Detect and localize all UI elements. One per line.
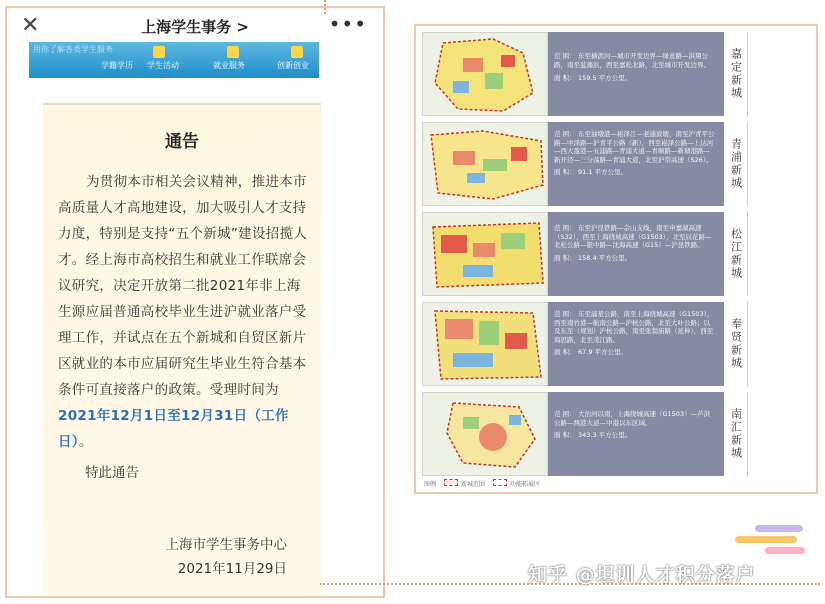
district-row-songjiang [422,212,812,296]
district-info-songjiang: 范 围： 东至沪昆铁路—佘山支线，南至申嘉湖高速（S32），西至上海绕城高速（G1503），北至辰花路—北松公路—银中路—沈海高速（G15）—沪昆铁路。 面 积： 158.4 平方公里。 [548,212,722,296]
notice-body [58,169,308,455]
notice-card [43,103,321,595]
legend-label: 图例 [424,481,437,488]
district-range: 东至浦星公路，南至上海绕城高速（G1503），西至南竹港—航南公路—沪杭公路，北至大叶公路；以及东至（规划）沪杭公路，南至张翁庙路（延伸），西至海思路，北至茂江路。 [554,310,714,344]
notice-title: 通告 [165,132,199,152]
district-info-fengxian: 范 围： 东至浦星公路，南至上海绕城高速（G1503），西至南竹港—航南公路—沪杭公路，北至大叶公路；以及东至（规划）沪杭公路，南至张翁庙路（延伸），西至海思路，北至茂江路。 面 积： 67.9 平方公里。 [548,302,722,386]
wechat-nav-bar [7,8,383,44]
decorative-color-bars [735,525,805,565]
district-area: 343.3 平方公里。 [578,431,632,439]
more-icon[interactable]: ••• [328,12,367,36]
banner-item-employment[interactable]: 就业服务 [213,61,245,70]
map-legend [424,479,540,488]
map-thumbnail-qingpu [422,122,548,206]
banner-item-academic[interactable]: 学籍学历 [101,61,133,70]
legend-item-new-town: 新城范围 [444,479,485,488]
notice-time-highlight: 2021年12月1日至12月31日（工作日） [58,408,289,450]
map-thumbnail-fengxian [422,302,548,386]
notice-body-text: 为贯彻本市相关会议精神，推进本市高质量人才高地建设，加大吸引人才支持力度，特别是支持“五个新城”建设招揽人才。经上海市高校招生和就业工作联席会议研究，决定开放第二批2021年非上海生源应届普通高校毕业生进沪就业落户受理工作，并试点在五个新城和自贸区新片区就业的本市应届研究生毕业生符合基本条件可直接落户的政策。受理时间为 [58,174,308,398]
account-title[interactable]: 上海学生事务 > [141,18,249,36]
district-range: 东至油墩港—崧泽江—老通波塘，南至沪青平公路—中泽路—沪青平公路（新），西至崧泽公路—上达河—西大盈港—五浦路—青浦大道—青顺路—新塘港路—新开泾—三分荡路—青浦大道，北至沪常高速（S26）。 [554,130,715,164]
district-info-nanhui: 范 围： 大治河以南，上海绕城高速（G1503）—芦洪公路—两港大道—中港以东区域。 面 积： 343.3 平方公里。 [548,392,722,476]
notice-closing: 特此通告 [85,465,139,481]
map-thumbnail-jiading [422,32,548,116]
district-info-qingpu: 范 围： 东至油墩港—崧泽江—老通波塘，南至沪青平公路—中泽路—沪青平公路（新），西至崧泽公路—上达河—西大盈港—五浦路—青浦大道—青顺路—新塘港路—新开泾—三分荡路—青浦大道，北至沪常高速（S26）。 面 积： 91.1 平方公里。 [548,122,722,206]
district-area: 67.9 平方公里。 [578,348,628,356]
zhihu-watermark: 知乎 @坦训人才积分落户 [528,564,756,586]
banner-item-activity[interactable]: 学生活动 [147,61,179,70]
district-range: 东至沪昆铁路—佘山支线，南至申嘉湖高速（S32），西至上海绕城高速（G1503），北至辰花路—北松公路—银中路—沈海高速（G15）—沪昆铁路。 [554,224,712,249]
district-area: 91.1 平方公里。 [578,168,628,176]
district-area: 158.4 平方公里。 [578,253,632,262]
map-thumbnail-songjiang [422,212,548,296]
employment-icon [227,46,239,58]
notice-sign-org: 上海市学生事务中心 [165,537,287,553]
notice-sign-date: 2021年11月29日 [177,561,287,577]
service-banner [29,42,319,78]
banner-item-innovation[interactable]: 创新创业 [277,61,309,70]
district-range: 大治河以南，上海绕城高速（G1503）—芦洪公路—两港大道—中港以东区域。 [554,410,711,427]
legend-item-extension: 功能拓展区 [493,479,540,488]
district-range: 东至横沥河—城市开发边界—绿意路—洪翔公路，南至蕰藻浜，西至嘉松北路，北至城市开发边界。 [554,52,710,69]
student-activity-icon [153,46,165,58]
district-name-qingpu: 青浦新城 [722,122,748,206]
notice-body-end: 。 [78,434,93,450]
district-row-fengxian [422,302,812,386]
map-thumbnail-nanhui [422,392,548,476]
district-name-songjiang: 松江新城 [722,212,748,296]
district-row-nanhui [422,392,812,476]
innovation-icon [291,46,303,58]
district-area: 159.5 平方公里。 [578,74,632,82]
decorative-dotted-line-vertical [324,0,326,14]
district-name-nanhui: 南汇新城 [722,392,748,476]
district-name-jiading: 嘉定新城 [722,32,748,116]
district-name-fengxian: 奉贤新城 [722,302,748,386]
district-row-qingpu [422,122,812,206]
wechat-article-screenshot [5,6,385,598]
close-icon[interactable]: ✕ [21,13,40,38]
banner-ghost-text: 用你了解各类学生服务 [33,45,113,54]
district-info-jiading: 范 围： 东至横沥河—城市开发边界—绿意路—洪翔公路，南至蕰藻浜，西至嘉松北路，北至城市开发边界。 面 积： 159.5 平方公里。 [548,32,722,116]
district-row-jiading [422,32,812,116]
new-towns-map-panel [414,24,818,494]
